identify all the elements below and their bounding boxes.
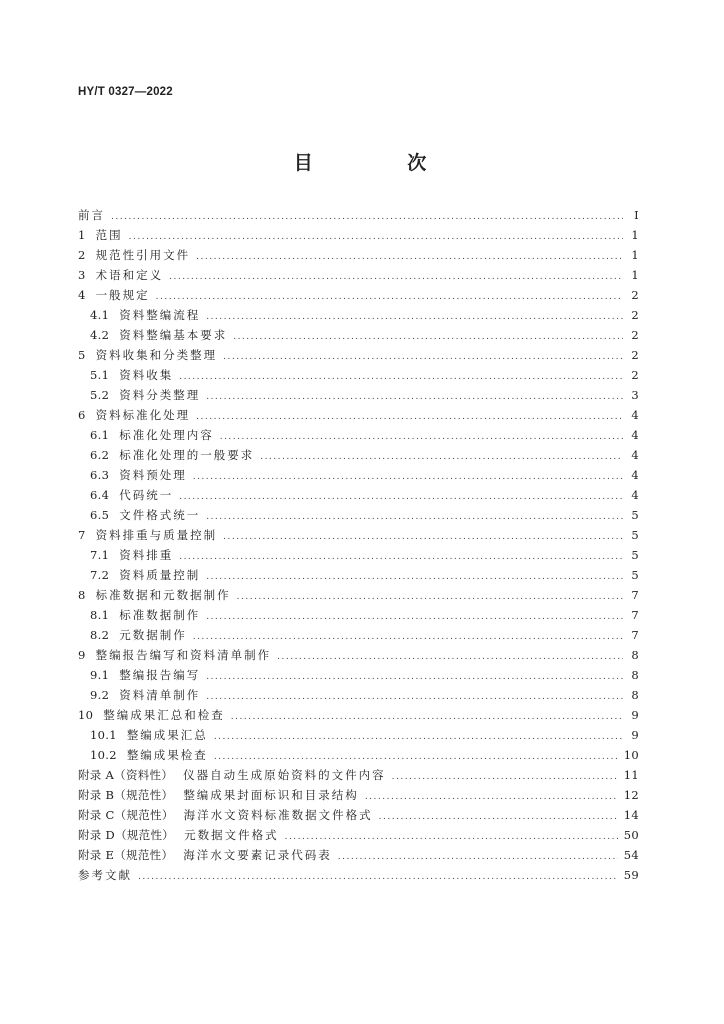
toc-leader-dots	[379, 812, 618, 822]
toc-leader-dots	[179, 372, 623, 382]
toc-entry-number: 4.1	[90, 308, 110, 322]
toc-leader-dots	[206, 672, 623, 682]
toc-entry-number: 10.2	[90, 748, 117, 762]
toc-leader-dots	[285, 832, 618, 842]
toc-entry[interactable]	[78, 527, 639, 547]
toc-entry[interactable]	[78, 667, 639, 687]
toc-entry-number: 9	[78, 648, 86, 662]
toc-entry[interactable]	[78, 227, 639, 247]
toc-entry-title: 整编成果汇总	[126, 728, 208, 742]
toc-entry-number: 6.5	[90, 508, 110, 522]
toc-entry-page: 4	[631, 408, 639, 422]
toc-entry-title: 资料预处理	[119, 468, 187, 482]
toc-entry-title: 参考文献	[78, 868, 132, 882]
toc-entry-page: 2	[631, 308, 639, 322]
toc-entry-number: 8.2	[90, 628, 110, 642]
toc-entry[interactable]	[78, 647, 639, 667]
toc-entry-title: 术语和定义	[95, 268, 164, 282]
toc-entry[interactable]	[78, 767, 639, 787]
toc-entry-title: 一般规定	[95, 288, 150, 302]
toc-leader-dots	[206, 692, 623, 702]
toc-entry-title: 整编报告编写和资料清单制作	[95, 648, 272, 662]
toc-entry[interactable]	[78, 727, 639, 747]
toc-entry-page: 2	[631, 348, 639, 362]
toc-entry-title: 标准化处理内容	[119, 428, 214, 442]
toc-entry-title: 整编成果汇总和检查	[103, 708, 225, 722]
toc-entry-title: 标准化处理的一般要求	[119, 448, 255, 462]
toc-leader-dots	[169, 272, 623, 282]
toc-entry[interactable]	[78, 867, 639, 887]
toc-entry-page: 2	[631, 368, 639, 382]
toc-entry-number: 3	[78, 268, 86, 282]
toc-entry-title: 资料清单制作	[119, 688, 201, 702]
toc-entry[interactable]	[78, 247, 639, 267]
toc-entry-number: 6.4	[90, 488, 110, 502]
toc-entry-page: 4	[631, 488, 639, 502]
toc-entry-page: 1	[631, 228, 639, 242]
toc-leader-dots	[231, 712, 623, 722]
toc-entry[interactable]	[78, 427, 639, 447]
toc-entry-number: 附录 A（资料性）	[78, 768, 174, 782]
toc-entry-title: 资料分类整理	[119, 388, 201, 402]
toc-entry[interactable]	[78, 367, 639, 387]
toc-entry-page: 4	[631, 448, 639, 462]
toc-leader-dots	[206, 312, 623, 322]
toc-entry[interactable]	[78, 567, 639, 587]
toc-entry[interactable]	[78, 207, 639, 227]
toc-entry-number: 8.1	[90, 608, 110, 622]
toc-entry-number: 4	[78, 288, 86, 302]
toc-entry-page: 1	[631, 268, 639, 282]
toc-entry[interactable]	[78, 807, 639, 827]
toc-entry-page: Ⅰ	[634, 208, 639, 222]
toc-entry[interactable]	[78, 847, 639, 867]
toc-entry-title: 元数据文件格式	[184, 828, 279, 842]
toc-entry-page: 4	[631, 428, 639, 442]
toc-entry-page: 5	[631, 528, 639, 542]
toc-entry-page: 4	[631, 468, 639, 482]
toc-leader-dots	[277, 652, 623, 662]
toc-entry-page: 54	[623, 848, 639, 862]
toc-leader-dots	[223, 352, 623, 362]
toc-entry[interactable]	[78, 307, 639, 327]
toc-entry-title: 资料排重与质量控制	[95, 528, 218, 542]
toc-entry[interactable]	[78, 347, 639, 367]
toc-entry-title: 元数据制作	[119, 628, 187, 642]
toc-leader-dots	[206, 612, 623, 622]
toc-leader-dots	[392, 772, 618, 782]
toc-entry[interactable]	[78, 507, 639, 527]
toc-leader-dots	[111, 212, 623, 222]
toc-entry[interactable]	[78, 827, 639, 847]
toc-entry-page: 12	[623, 788, 639, 802]
toc-entry[interactable]	[78, 707, 639, 727]
toc-entry-page: 7	[631, 588, 639, 602]
toc-entry[interactable]	[78, 487, 639, 507]
toc-entry-page: 59	[623, 868, 639, 882]
toc-entry[interactable]	[78, 687, 639, 707]
toc-entry-number: 5	[78, 348, 86, 362]
toc-entry-title: 整编成果封面标识和目录结构	[183, 788, 359, 802]
toc-leader-dots	[237, 592, 623, 602]
toc-entry[interactable]	[78, 787, 639, 807]
toc-leader-dots	[156, 292, 623, 302]
toc-entry-number: 8	[78, 588, 86, 602]
toc-leader-dots	[214, 732, 623, 742]
toc-entry-title: 标准数据和元数据制作	[95, 588, 231, 602]
toc-entry-title: 资料收集和分类整理	[95, 348, 218, 362]
table-of-contents	[78, 207, 639, 887]
toc-entry-number: 6.2	[90, 448, 110, 462]
toc-entry-page: 8	[631, 648, 639, 662]
toc-entry-title: 规范性引用文件	[95, 248, 191, 262]
toc-entry-number: 10.1	[90, 728, 117, 742]
toc-entry-number: 7.2	[90, 568, 110, 582]
toc-entry-page: 11	[623, 768, 639, 782]
toc-leader-dots	[206, 392, 623, 402]
toc-leader-dots	[138, 872, 618, 882]
toc-entry-title: 海洋水文要素记录代码表	[183, 848, 332, 862]
toc-entry-number: 附录 E（规范性）	[78, 848, 174, 862]
toc-entry-page: 14	[623, 808, 639, 822]
toc-leader-dots	[220, 432, 623, 442]
toc-entry-title: 范围	[95, 228, 123, 242]
toc-entry-page: 5	[631, 548, 639, 562]
toc-title: 目 次	[293, 152, 471, 174]
toc-entry[interactable]	[78, 287, 639, 307]
toc-entry-number: 6	[78, 408, 86, 422]
toc-entry-number: 1	[78, 228, 86, 242]
toc-leader-dots	[206, 512, 623, 522]
toc-entry-page: 5	[631, 568, 639, 582]
toc-entry-page: 7	[631, 608, 639, 622]
toc-entry-title: 仪器自动生成原始资料的文件内容	[183, 768, 386, 782]
toc-entry-number: 6.1	[90, 428, 110, 442]
toc-entry-page: 9	[631, 728, 639, 742]
toc-entry-number: 9.2	[90, 688, 110, 702]
toc-entry-title: 资料整编基本要求	[119, 328, 228, 342]
toc-leader-dots	[223, 532, 623, 542]
toc-entry-number: 5.1	[90, 368, 110, 382]
toc-leader-dots	[196, 252, 623, 262]
toc-entry-number: 附录 C（规范性）	[78, 808, 174, 822]
toc-entry-number: 附录 B（规范性）	[78, 788, 174, 802]
toc-leader-dots	[179, 492, 623, 502]
toc-leader-dots	[206, 572, 623, 582]
toc-entry-title: 代码统一	[119, 488, 174, 502]
toc-entry[interactable]	[78, 447, 639, 467]
toc-leader-dots	[196, 412, 623, 422]
toc-entry-page: 8	[631, 688, 639, 702]
toc-entry-number: 5.2	[90, 388, 110, 402]
toc-entry-title: 文件格式统一	[119, 508, 201, 522]
toc-entry[interactable]	[78, 607, 639, 627]
toc-entry-number: 4.2	[90, 328, 110, 342]
toc-leader-dots	[129, 232, 623, 242]
toc-entry-title: 前言	[78, 208, 105, 222]
toc-entry[interactable]	[78, 627, 639, 647]
toc-entry-title: 资料整编流程	[119, 308, 201, 322]
toc-entry[interactable]	[78, 387, 639, 407]
toc-entry-page: 2	[631, 288, 639, 302]
toc-entry[interactable]	[78, 267, 639, 287]
toc-entry-number: 附录 D（规范性）	[78, 828, 175, 842]
toc-entry-page: 50	[623, 828, 639, 842]
toc-entry-title: 资料质量控制	[119, 568, 201, 582]
toc-entry-number: 10	[78, 708, 94, 722]
toc-leader-dots	[365, 792, 618, 802]
toc-entry-title: 资料标准化处理	[95, 408, 191, 422]
toc-entry-title: 资料收集	[119, 368, 174, 382]
toc-entry-page: 3	[631, 388, 639, 402]
toc-entry-title: 资料排重	[119, 548, 174, 562]
standard-code: HY/T 0327—2022	[78, 86, 173, 98]
toc-leader-dots	[179, 552, 623, 562]
toc-entry[interactable]	[78, 747, 639, 767]
toc-entry-page: 10	[623, 748, 639, 762]
toc-entry-title: 标准数据制作	[119, 608, 201, 622]
toc-entry-title: 海洋水文资料标准数据文件格式	[183, 808, 373, 822]
toc-entry-number: 2	[78, 248, 86, 262]
toc-leader-dots	[214, 752, 618, 762]
toc-leader-dots	[233, 332, 623, 342]
toc-entry-page: 7	[631, 628, 639, 642]
toc-entry-page: 1	[631, 248, 639, 262]
toc-leader-dots	[338, 852, 618, 862]
toc-entry-page: 5	[631, 508, 639, 522]
toc-entry[interactable]	[78, 327, 639, 347]
toc-entry-page: 9	[631, 708, 639, 722]
toc-leader-dots	[193, 632, 623, 642]
toc-entry-page: 8	[631, 668, 639, 682]
toc-entry-number: 7	[78, 528, 86, 542]
toc-entry-number: 9.1	[90, 668, 110, 682]
toc-entry[interactable]	[78, 467, 639, 487]
toc-entry-page: 2	[631, 328, 639, 342]
toc-entry-title: 整编成果检查	[126, 748, 208, 762]
toc-leader-dots	[260, 452, 623, 462]
toc-entry[interactable]	[78, 587, 639, 607]
toc-leader-dots	[193, 472, 623, 482]
toc-entry-number: 6.3	[90, 468, 110, 482]
toc-entry[interactable]	[78, 407, 639, 427]
toc-entry[interactable]	[78, 547, 639, 567]
toc-entry-number: 7.1	[90, 548, 110, 562]
toc-entry-title: 整编报告编写	[119, 668, 201, 682]
